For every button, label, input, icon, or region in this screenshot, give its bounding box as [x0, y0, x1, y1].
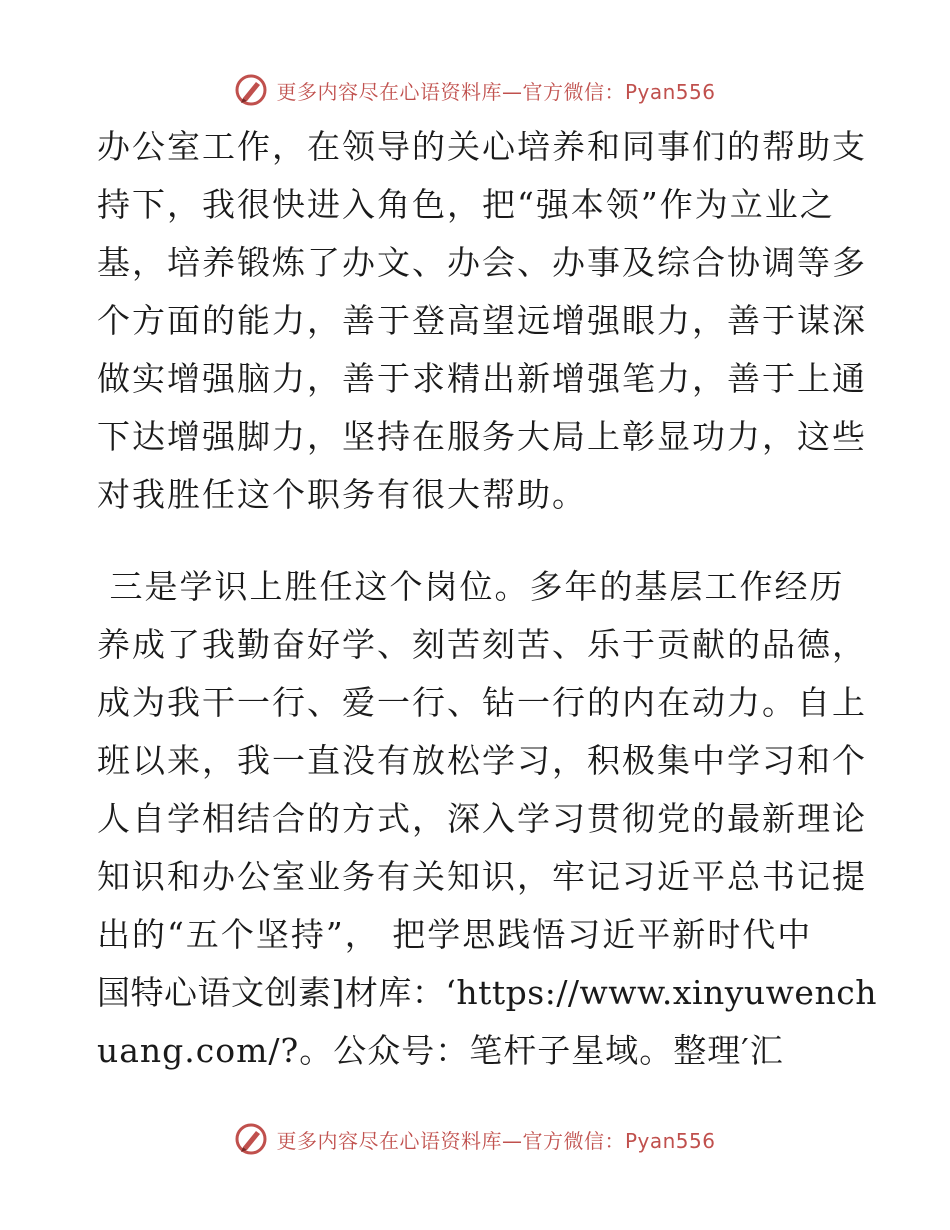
text-line: 出的“五个坚持”， 把学思践悟习近平新时代中: [97, 915, 813, 954]
text-line: 国特心语文创素]材库：‘https://www.xinyuwench: [97, 973, 877, 1012]
document-body: [97, 118, 877, 1080]
text-line: 班以来，我一直没有放松学习，积极集中学习和个: [97, 741, 867, 780]
paragraph: [97, 558, 877, 1080]
text-line: 持下，我很快进入角色，把“强本领”作为立业之: [97, 185, 835, 224]
text-line: 个方面的能力，善于登高望远增强眼力，善于谋深: [97, 301, 867, 340]
paragraph: [97, 118, 867, 524]
pen-logo-icon: [234, 73, 268, 107]
header-banner: [0, 70, 950, 110]
text-line: 人自学相结合的方式，深入学习贯彻党的最新理论: [97, 799, 867, 838]
header-banner-text: 更多内容尽在心语资料库—官方微信：Pyan556: [276, 79, 716, 104]
footer-banner: [0, 1119, 950, 1159]
text-line: 成为我干一行、爱一行、钻一行的内在动力。自上: [97, 683, 867, 722]
text-line: 办公室工作，在领导的关心培养和同事们的帮助支: [97, 127, 867, 166]
text-line: 养成了我勤奋好学、刻苦刻苦、乐于贡献的品德，: [97, 625, 867, 664]
footer-banner-text: 更多内容尽在心语资料库—官方微信：Pyan556: [276, 1128, 716, 1153]
text-line: 知识和办公室业务有关知识，牢记习近平总书记提: [97, 857, 867, 896]
text-line: 基，培养锻炼了办文、办会、办事及综合协调等多: [97, 243, 867, 282]
text-line: 下达增强脚力，坚持在服务大局上彰显功力，这些: [97, 417, 867, 456]
paragraph-gap: [97, 524, 857, 558]
pen-logo-icon: [234, 1122, 268, 1156]
text-line: 三是学识上胜任这个岗位。多年的基层工作经历: [97, 567, 845, 606]
text-line: 做实增强脑力，善于求精出新增强笔力，善于上通: [97, 359, 867, 398]
text-line: uang.com/?。公众号：笔杆子星域。整理′汇: [97, 1031, 784, 1070]
text-line: 对我胜任这个职务有很大帮助。: [97, 475, 587, 514]
